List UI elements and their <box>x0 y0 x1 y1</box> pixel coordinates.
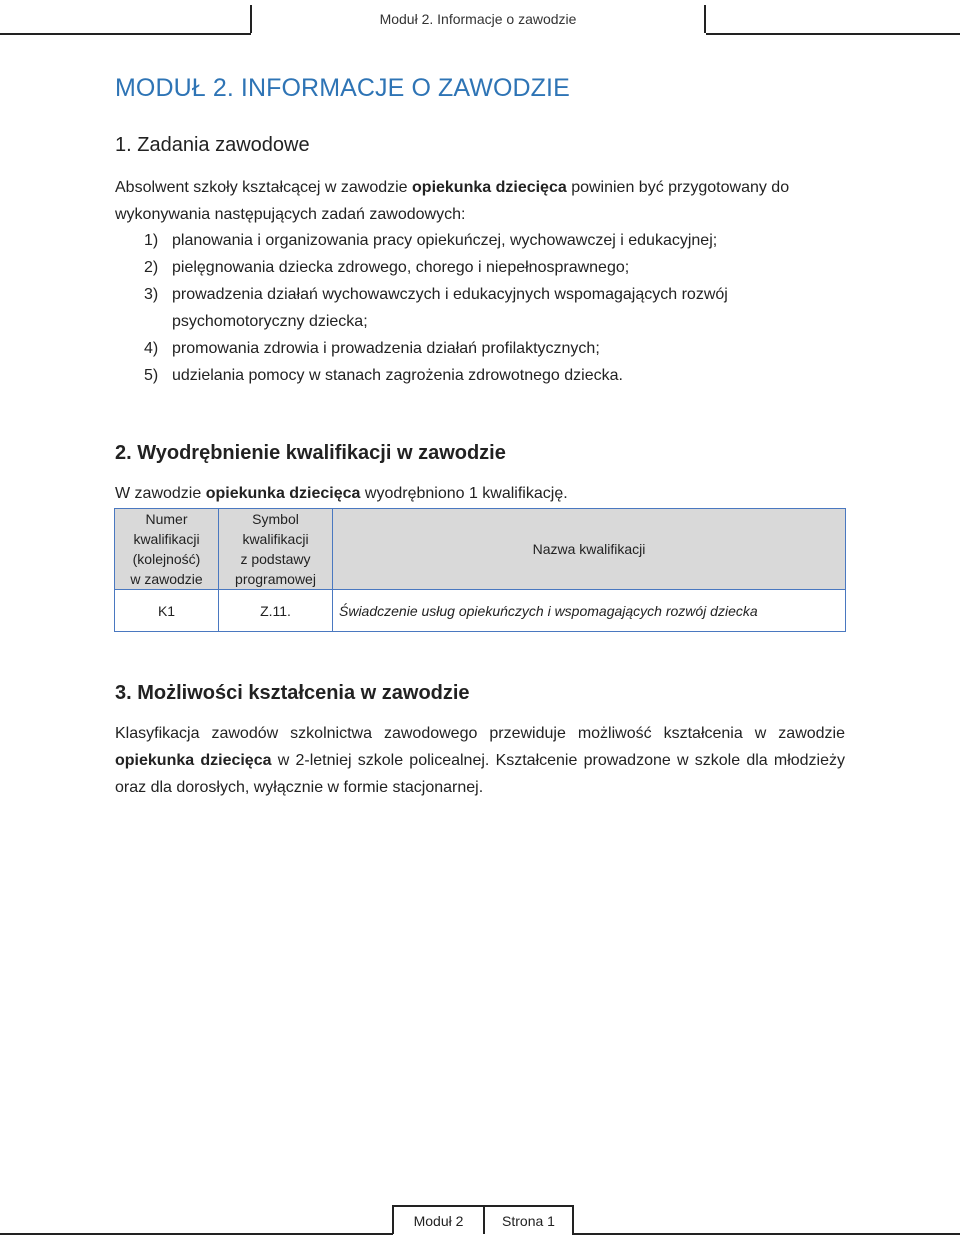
header-line: programowej <box>235 571 316 587</box>
qualification-table <box>114 508 846 632</box>
list-item-text: promowania zdrowia i prowadzenia działań profilaktycznych; <box>172 340 600 357</box>
table-header-row <box>115 509 846 590</box>
header-number <box>115 509 219 590</box>
list-item <box>115 335 845 362</box>
header-symbol <box>219 509 333 590</box>
section-1-heading: 1. Zadania zawodowe <box>115 134 310 156</box>
occupation-name: opiekunka dziecięca <box>205 485 361 502</box>
intro-text: powinien być przygotowany do wykonywania następujących zadań zawodowych: <box>115 179 790 223</box>
footer-module: Moduł 2 <box>392 1205 485 1234</box>
cell-name: Świadczenie usług opiekuńczych i wspomagających rozwój dziecka <box>333 590 846 632</box>
list-item <box>115 254 845 281</box>
occupation-name: opiekunka dziecięca <box>115 752 272 769</box>
section-3-text <box>115 720 845 801</box>
table-row <box>115 590 846 632</box>
section-2-heading: 2. Wyodrębnienie kwalifikacji w zawodzie <box>115 442 506 464</box>
header-name: Nazwa kwalifikacji <box>333 509 846 590</box>
occupation-name: opiekunka dziecięca <box>412 179 567 196</box>
cell-symbol: Z.11. <box>219 590 333 632</box>
list-item <box>115 227 845 254</box>
header-line: Numer <box>145 511 188 527</box>
header-rule-right <box>706 33 960 35</box>
list-item-text: prowadzenia działań wychowawczych i edukacyjnych wspomagających rozwój psychomotoryczny dziecka; <box>172 286 728 330</box>
list-item-text: pielęgnowania dziecka zdrowego, chorego i niepełnosprawnego; <box>172 259 630 276</box>
header-rule-left <box>0 33 251 35</box>
section-1-intro <box>115 174 845 228</box>
list-item-text: udzielania pomocy w stanach zagrożenia zdrowotnego dziecka. <box>172 367 623 384</box>
intro-text: wyodrębniono 1 kwalifikację. <box>360 485 568 502</box>
list-item <box>115 281 845 335</box>
section-3-heading: 3. Możliwości kształcenia w zawodzie <box>115 682 470 704</box>
footer-rule-right <box>572 1233 960 1235</box>
list-item-number: 2) <box>144 259 159 276</box>
list-item-number: 3) <box>144 286 159 303</box>
list-item-number: 4) <box>144 340 159 357</box>
intro-text: W zawodzie <box>115 485 206 502</box>
task-list <box>115 227 845 389</box>
list-item-text: planowania i organizowania pracy opiekuńczej, wychowawczej i edukacyjnej; <box>172 232 718 249</box>
section-2-intro <box>115 480 845 507</box>
header-line: z podstawy <box>240 551 311 567</box>
header-line: kwalifikacji <box>242 531 309 547</box>
header-line: Symbol <box>252 511 299 527</box>
header-line: w zawodzie <box>130 571 203 587</box>
list-item-number: 1) <box>144 232 159 249</box>
footer-rule-left <box>0 1233 393 1235</box>
module-title: MODUŁ 2. INFORMACJE O ZAWODZIE <box>115 74 570 102</box>
header-line: (kolejność) <box>132 551 201 567</box>
intro-text: Absolwent szkoły kształcącej w zawodzie <box>115 179 413 196</box>
cell-number: K1 <box>115 590 219 632</box>
body-text: Klasyfikacja zawodów szkolnictwa zawodowego przewiduje możliwość kształcenia w zawodzie <box>115 725 845 742</box>
header-line: kwalifikacji <box>133 531 200 547</box>
list-item <box>115 362 845 389</box>
list-item-number: 5) <box>144 367 159 384</box>
running-header: Moduł 2. Informacje o zawodzie <box>250 5 706 33</box>
body-text: w 2-letniej szkole policealnej. Kształcenie prowadzone w szkole dla młodzieży oraz dla dorosłych, wyłącznie w formie stacjonarnej. <box>115 752 846 796</box>
footer-page-number: Strona 1 <box>483 1205 574 1234</box>
